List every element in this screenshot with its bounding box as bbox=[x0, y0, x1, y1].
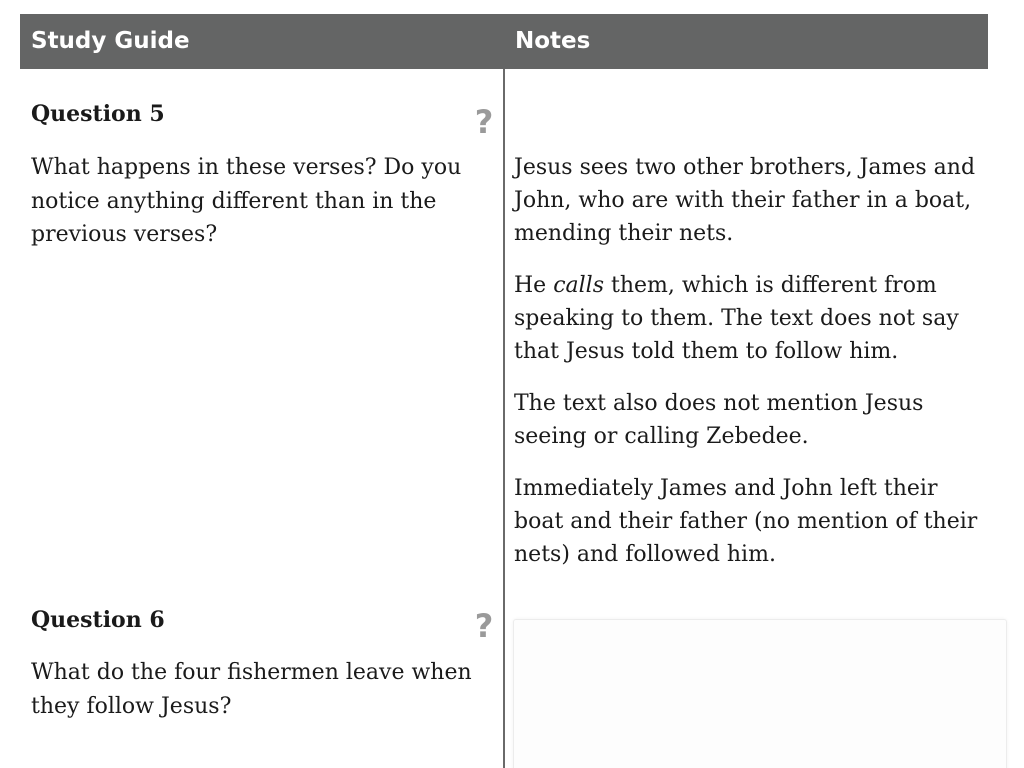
question-5-help-icon[interactable]: ? bbox=[474, 103, 494, 141]
question-6-help-icon[interactable]: ? bbox=[474, 607, 494, 645]
note-paragraph: The text also does not mention Jesus seeing or calling Zebedee. bbox=[514, 391, 924, 449]
question-5-title: Question 5 bbox=[31, 101, 165, 127]
note-paragraph: Jesus sees two other brothers, James and John, who are with their father in a boat, mending their nets. bbox=[514, 155, 976, 246]
note-emphasis: calls bbox=[553, 273, 605, 298]
question-6-title: Question 6 bbox=[31, 607, 165, 633]
study-guide-column-title: Study Guide bbox=[31, 28, 190, 54]
table-header bbox=[20, 14, 988, 69]
notes-column-title: Notes bbox=[515, 28, 591, 54]
note-paragraph bbox=[514, 269, 984, 368]
question-5-notes bbox=[514, 151, 984, 590]
question-5-text: What happens in these verses? Do you notice anything different than in the previous verses? bbox=[31, 155, 462, 247]
column-divider bbox=[503, 69, 505, 768]
question-6-text: What do the four fishermen leave when they follow Jesus? bbox=[31, 660, 472, 719]
note-text: He bbox=[514, 273, 554, 298]
note-paragraph: Immediately James and John left their boat and their father (no mention of their nets) and followed him. bbox=[514, 476, 978, 567]
question-6-answer-field[interactable] bbox=[513, 619, 1007, 768]
note-text: them, which is different from speaking to them. The text does not say that Jesus told them to follow him. bbox=[514, 273, 959, 364]
